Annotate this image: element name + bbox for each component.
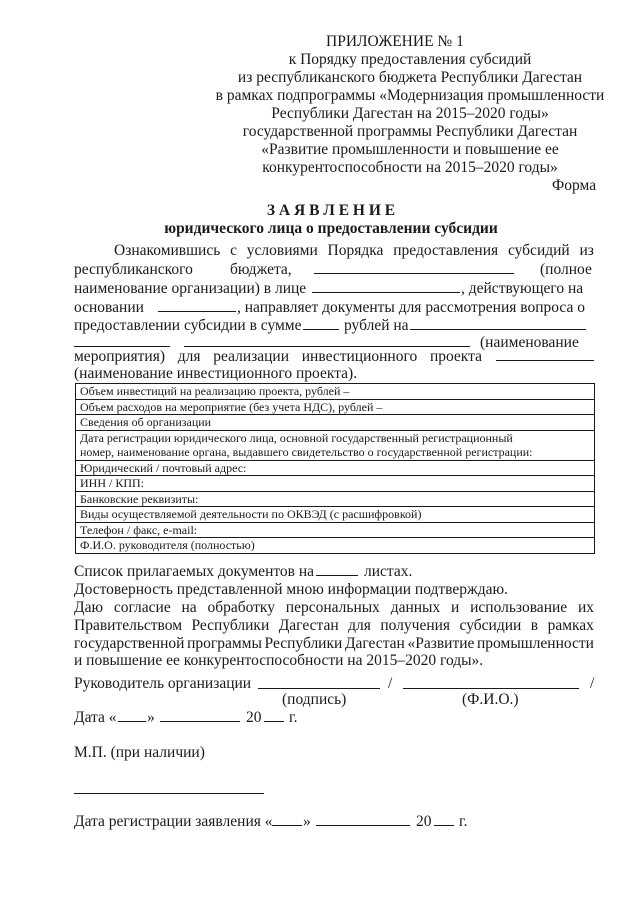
registration-line-2: номер, наименование органа, выдавшего свидетельство о государственной регистрации: <box>80 445 533 459</box>
table-row-bank[interactable]: Банковские реквизиты: <box>76 491 594 507</box>
consent-word: в <box>530 617 539 634</box>
appendix-reference-line: из республиканского бюджета Республики Дагестан <box>237 69 583 86</box>
text-naming: (наименование <box>480 334 579 351</box>
paragraph-line-2 <box>74 262 193 278</box>
consent-word: рамках <box>547 617 594 634</box>
date-quote-close: » <box>147 709 155 726</box>
consent-word: их <box>577 599 594 616</box>
text-rubles-for: рублей на <box>344 317 409 334</box>
paragraph-line-7 <box>74 349 482 365</box>
table-row-okved[interactable]: Виды осуществляемой деятельности по ОКВЭД (с расшифровкой) <box>76 506 594 522</box>
text-org-in-person: наименование организации) в лице <box>74 280 307 297</box>
text-docs-list: Список прилагаемых документов на <box>74 563 315 580</box>
blank-purpose-cont-1[interactable] <box>74 346 170 347</box>
consent-word: Дагестан <box>278 617 339 634</box>
appendix-reference-line: в рамках подпрограммы «Модернизация промышленности <box>215 87 605 104</box>
slash-2: / <box>590 675 595 692</box>
paragraph-word: с <box>230 242 237 259</box>
table-row-contacts[interactable]: Телефон / факс, e-mail: <box>76 522 594 538</box>
text-head-of-org: Руководитель организации <box>74 675 252 692</box>
paragraph-word: проекта <box>429 348 482 365</box>
blank-purpose[interactable] <box>410 329 586 330</box>
blank-reg-day[interactable] <box>272 825 302 826</box>
signature-line[interactable] <box>258 688 380 689</box>
consent-word: государственной <box>74 635 185 652</box>
text-sheets: листах. <box>364 563 413 580</box>
blank-reg-year[interactable] <box>434 825 454 826</box>
appendix-reference-line: «Развитие промышленности и повышение ее <box>261 141 559 158</box>
paragraph-word: инвестиционного <box>301 348 418 365</box>
blank-date-day[interactable] <box>118 721 146 722</box>
reg-year-suffix: г. <box>459 813 468 830</box>
consent-line-1 <box>74 600 594 616</box>
document-subtitle: юридического лица о предоставлении субсидии <box>164 220 498 237</box>
date-year-prefix: 20 <box>246 709 262 726</box>
consent-word: персональных <box>285 599 380 616</box>
consent-word: Дагестан <box>344 635 405 652</box>
text-budget: бюджета, <box>230 261 292 278</box>
consent-word: «Развитие <box>407 635 475 652</box>
appendix-reference-line: конкурентоспособности на 2015–2020 годы» <box>262 159 558 176</box>
text-basis: основании <box>74 299 144 316</box>
slash-1: / <box>388 675 393 692</box>
consent-word: и <box>451 599 460 616</box>
paragraph-word: условиями <box>246 242 318 259</box>
consent-line-4: и повышение ее конкурентоспособности на 2015–2020 годы». <box>74 652 484 669</box>
blank-amount[interactable] <box>303 329 339 330</box>
text-reliability: Достоверность представленной мною информации подтверждаю. <box>74 581 508 598</box>
organization-info-table <box>75 383 595 554</box>
consent-word: на <box>181 599 197 616</box>
table-row-inn[interactable]: ИНН / КПП: <box>76 475 594 491</box>
table-row-investment[interactable]: Объем инвестиций на реализацию проекта, рублей – <box>80 384 350 398</box>
consent-line-3 <box>74 636 594 652</box>
consent-word: получения <box>380 617 451 634</box>
consent-word: данных <box>390 599 441 616</box>
consent-word: для <box>348 617 371 634</box>
consent-word: Даю <box>74 599 104 616</box>
text-full: (полное <box>540 261 592 278</box>
form-label: Форма <box>552 177 597 194</box>
paragraph-word: субсидий <box>507 242 570 259</box>
blank-date-month[interactable] <box>160 721 240 722</box>
consent-word: обработку <box>207 599 275 616</box>
table-row-director[interactable]: Ф.И.О. руководителя (полностью) <box>76 537 594 553</box>
table-row-expenses[interactable]: Объем расходов на мероприятие (без учета НДС), рублей – <box>76 399 594 415</box>
consent-word: Правительством <box>74 617 183 634</box>
consent-word: использование <box>470 599 568 616</box>
table-row-address[interactable]: Юридический / почтовый адрес: <box>76 460 594 476</box>
consent-word: Республики <box>264 635 343 652</box>
document-title: З А Я В Л Е Н И Е <box>266 202 396 219</box>
blank-purpose-cont-2[interactable] <box>184 346 470 347</box>
blank-org-name[interactable] <box>314 273 514 274</box>
appendix-reference-line: государственной программы Республики Дагестан <box>242 123 578 140</box>
stamp-label: М.П. (при наличии) <box>74 744 205 761</box>
fio-line[interactable] <box>403 688 579 689</box>
consent-word: промышленности <box>477 635 594 652</box>
table-row-org-info[interactable]: Сведения об организации <box>76 414 594 430</box>
date-label: Дата « <box>74 709 117 726</box>
signature-caption: (подпись) <box>282 691 347 708</box>
blank-sheets[interactable] <box>316 575 358 576</box>
consent-word: программы <box>187 635 262 652</box>
fio-caption: (Ф.И.О.) <box>462 691 519 708</box>
consent-word: согласие <box>113 599 171 616</box>
text-acting: , действующего на <box>461 280 584 297</box>
registration-line-1: Дата регистрации юридического лица, основной государственный регистрационный <box>80 430 513 445</box>
paragraph-word: Ознакомившись <box>114 242 221 259</box>
appendix-number: ПРИЛОЖЕНИЕ № 1 <box>326 33 464 50</box>
paragraph-word: Порядка <box>327 242 384 259</box>
paragraph-word: для <box>177 348 201 365</box>
paragraph-word: предоставления <box>393 242 499 259</box>
reg-quote-close: » <box>303 813 311 830</box>
paragraph-word: из <box>579 242 594 259</box>
appendix-reference-line: Республики Дагестан на 2015–2020 годы» <box>271 105 549 122</box>
blank-date-year[interactable] <box>264 721 284 722</box>
stamp-line[interactable] <box>74 793 264 794</box>
blank-project[interactable] <box>496 360 594 361</box>
consent-line-2 <box>74 618 594 634</box>
appendix-reference-line: к Порядку предоставления субсидий <box>288 51 532 68</box>
text-republican: республиканского <box>74 261 193 278</box>
text-subsidy-amount: предоставлении субсидии в сумме <box>74 317 302 334</box>
paragraph-word: реализации <box>213 348 290 365</box>
blank-person[interactable] <box>312 292 460 293</box>
consent-word: субсидии <box>459 617 522 634</box>
blank-reg-month[interactable] <box>316 825 410 826</box>
paragraph-word: мероприятия) <box>74 348 166 365</box>
reg-year-prefix: 20 <box>416 813 432 830</box>
consent-word: Республики <box>191 617 270 634</box>
blank-basis[interactable] <box>158 311 236 312</box>
paragraph-line-1 <box>114 243 594 259</box>
text-submits: , направляет документы для рассмотрения вопроса о <box>237 299 585 316</box>
registration-date-label: Дата регистрации заявления « <box>74 813 273 830</box>
date-year-suffix: г. <box>289 709 298 726</box>
text-project-name: (наименование инвестиционного проекта). <box>74 365 358 382</box>
table-row-registration[interactable] <box>76 430 594 460</box>
